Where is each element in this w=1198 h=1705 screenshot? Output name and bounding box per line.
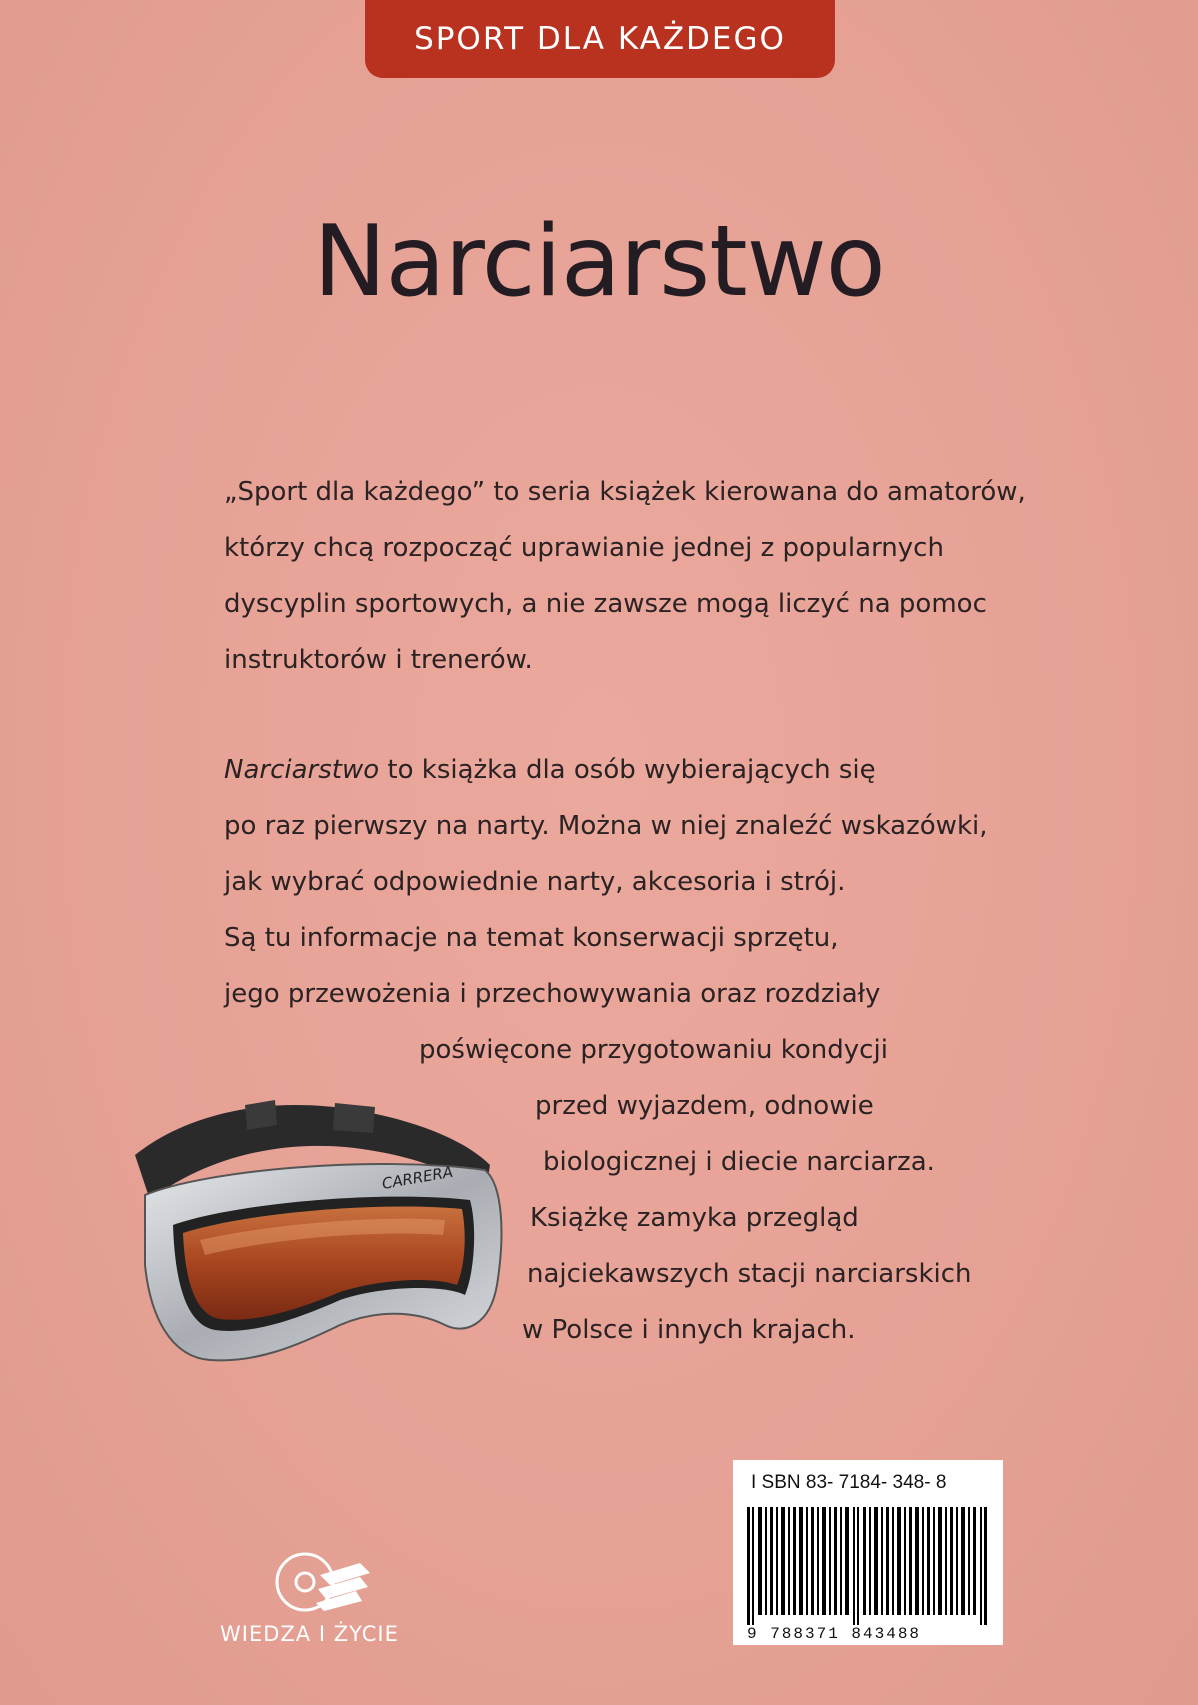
para2-line-2: po raz pierwszy na narty. Można w niej znaleźć wskazówki, [224, 811, 988, 841]
isbn-text: I SBN 83- 7184- 348- 8 [751, 1472, 947, 1493]
para2-line-3: jak wybrać odpowiednie narty, akcesoria i strój. [224, 867, 846, 897]
book-title-italic: Narciarstwo [224, 755, 380, 785]
goggles-brand-text: CARRERA [380, 1162, 455, 1193]
isbn-barcode [733, 1460, 1003, 1645]
para2-line-9: Książkę zamyka przegląd [530, 1203, 859, 1233]
para2-line-11: w Polsce i innych krajach. [522, 1315, 856, 1345]
para1-line-4: instruktorów i trenerów. [224, 645, 533, 675]
para2-line-4: Są tu informacje na temat konserwacji sprzętu, [224, 923, 839, 953]
ski-goggles-illustration [125, 1085, 510, 1395]
series-tab [365, 0, 835, 78]
para2-line-6: poświęcone przygotowaniu kondycji [419, 1035, 888, 1065]
para2-line-1 [224, 755, 876, 785]
barcode-number: 9 788371 843488 [747, 1625, 922, 1643]
para2-line-7: przed wyjazdem, odnowie [535, 1091, 874, 1121]
para2-line-10: najciekawszych stacji narciarskich [527, 1259, 972, 1289]
para1-line-1: „Sport dla każdego” to seria książek kierowana do amatorów, [224, 477, 1026, 507]
publisher-name: WIEDZA I ŻYCIE [220, 1622, 399, 1646]
para2-line-5: jego przewożenia i przechowywania oraz rozdziały [224, 979, 881, 1009]
barcode-bars [747, 1507, 987, 1625]
para2-line-1-rest: to książka dla osób wybierających się [379, 755, 876, 785]
series-label: SPORT DLA KAŻDEGO [414, 21, 786, 57]
para2-line-8: biologicznej i diecie narciarza. [543, 1147, 935, 1177]
para1-line-3: dyscyplin sportowych, a nie zawsze mogą liczyć na pomoc [224, 589, 987, 619]
book-title: Narciarstwo [313, 205, 885, 319]
para1-line-2: którzy chcą rozpocząć uprawianie jednej z popularnych [224, 533, 944, 563]
